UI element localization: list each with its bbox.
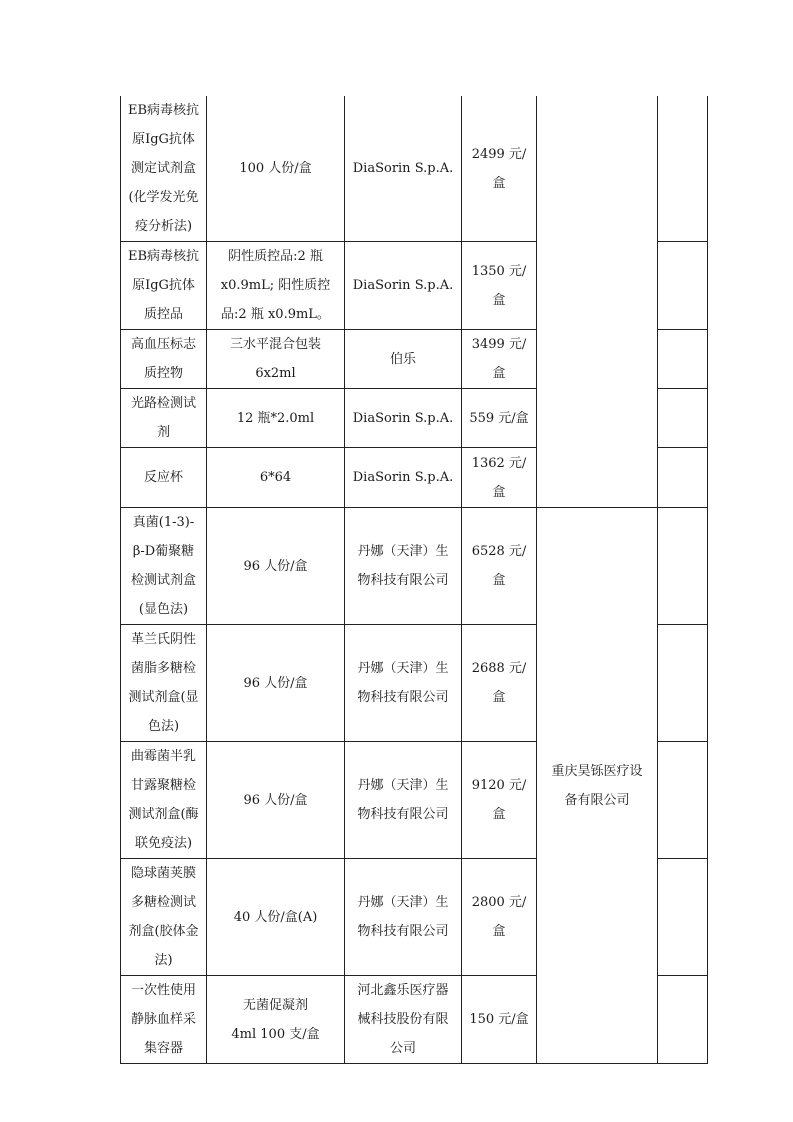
price-cell: 559 元/盒 — [462, 389, 537, 448]
price-cell: 1362 元/ 盒 — [462, 448, 537, 508]
manufacturer-cell: 河北鑫乐医疗器 械科技股份有限 公司 — [345, 976, 462, 1064]
price-cell: 1350 元/ 盒 — [462, 242, 537, 330]
spec-cell: 6*64 — [207, 448, 345, 508]
product-name-cell: 高血压标志 质控物 — [121, 330, 207, 389]
manufacturer-cell: DiaSorin S.p.A. — [345, 242, 462, 330]
spec-cell: 三水平混合包装 6x2ml — [207, 330, 345, 389]
table-row — [121, 96, 708, 242]
spec-cell: 无菌促凝剂 4ml 100 支/盒 — [207, 976, 345, 1064]
price-cell: 2688 元/ 盒 — [462, 625, 537, 742]
product-name-cell: 革兰氏阴性 菌脂多糖检 测试剂盒(显 色法) — [121, 625, 207, 742]
manufacturer-cell: 丹娜（天津）生 物科技有限公司 — [345, 742, 462, 859]
remark-cell — [658, 389, 708, 448]
product-name-cell: 反应杯 — [121, 448, 207, 508]
spec-cell: 阴性质控品:2 瓶 x0.9mL; 阳性质控 品:2 瓶 x0.9mL。 — [207, 242, 345, 330]
remark-cell — [658, 976, 708, 1064]
product-name-cell: 一次性使用 静脉血样采 集容器 — [121, 976, 207, 1064]
manufacturer-cell: 伯乐 — [345, 330, 462, 389]
product-name-cell: EB病毒核抗 原IgG抗体 测定试剂盒 (化学发光免 疫分析法) — [121, 96, 207, 242]
remark-cell — [658, 742, 708, 859]
table-row — [121, 508, 708, 625]
manufacturer-cell: DiaSorin S.p.A. — [345, 448, 462, 508]
supplier-cell-group1 — [537, 96, 658, 508]
manufacturer-cell: 丹娜（天津）生 物科技有限公司 — [345, 508, 462, 625]
price-cell: 2800 元/ 盒 — [462, 859, 537, 976]
spec-cell: 96 人份/盒 — [207, 742, 345, 859]
spec-cell: 12 瓶*2.0ml — [207, 389, 345, 448]
price-cell: 3499 元/ 盒 — [462, 330, 537, 389]
product-name-cell: 光路检测试 剂 — [121, 389, 207, 448]
spec-cell: 96 人份/盒 — [207, 508, 345, 625]
price-cell: 6528 元/ 盒 — [462, 508, 537, 625]
spec-cell: 100 人份/盒 — [207, 96, 345, 242]
price-cell: 9120 元/ 盒 — [462, 742, 537, 859]
spec-cell: 40 人份/盒(A) — [207, 859, 345, 976]
price-cell: 150 元/盒 — [462, 976, 537, 1064]
manufacturer-cell: 丹娜（天津）生 物科技有限公司 — [345, 859, 462, 976]
spec-cell: 96 人份/盒 — [207, 625, 345, 742]
manufacturer-cell: DiaSorin S.p.A. — [345, 389, 462, 448]
product-price-table — [120, 96, 708, 1064]
remark-cell — [658, 448, 708, 508]
product-name-cell: 隐球菌荚膜 多糖检测试 剂盒(胶体金 法) — [121, 859, 207, 976]
price-cell: 2499 元/ 盒 — [462, 96, 537, 242]
remark-cell — [658, 508, 708, 625]
remark-cell — [658, 330, 708, 389]
product-name-cell: 曲霉菌半乳 甘露聚糖检 测试剂盒(酶 联免疫法) — [121, 742, 207, 859]
product-name-cell: 真菌(1-3)- β-D葡聚糖 检测试剂盒 (显色法) — [121, 508, 207, 625]
manufacturer-cell: DiaSorin S.p.A. — [345, 96, 462, 242]
remark-cell — [658, 625, 708, 742]
supplier-cell-group2: 重庆昊铄医疗设 备有限公司 — [537, 508, 658, 1064]
remark-cell — [658, 96, 708, 242]
manufacturer-cell: 丹娜（天津）生 物科技有限公司 — [345, 625, 462, 742]
remark-cell — [658, 242, 708, 330]
remark-cell — [658, 859, 708, 976]
product-name-cell: EB病毒核抗 原IgG抗体 质控品 — [121, 242, 207, 330]
